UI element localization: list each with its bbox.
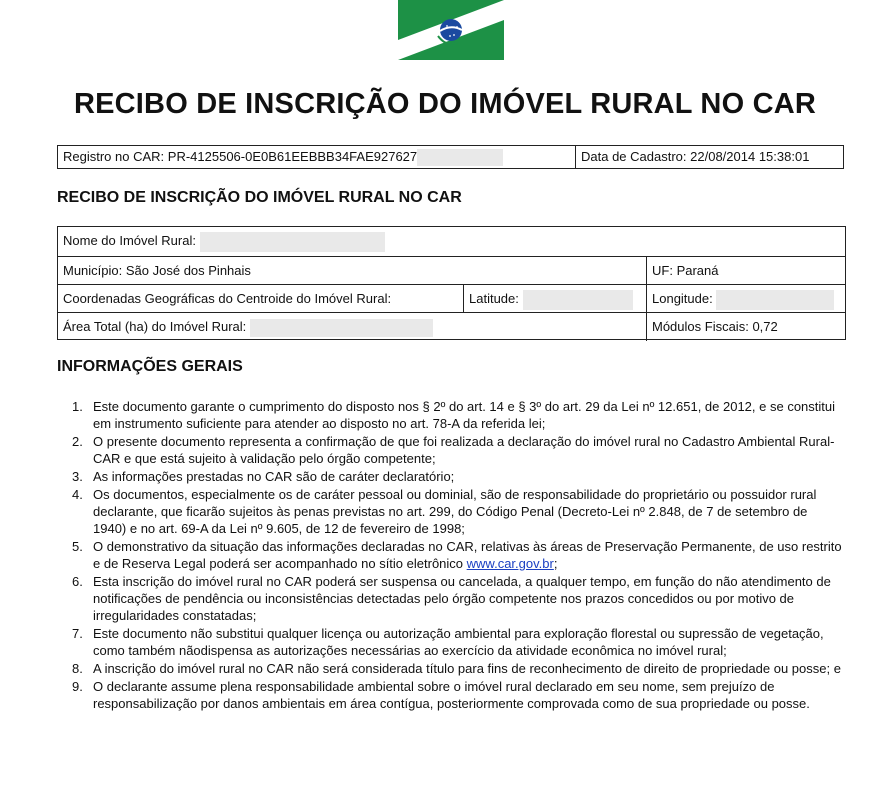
longitude-cell	[652, 285, 834, 313]
registro-cell	[63, 146, 503, 168]
longitude-label: Longitude:	[652, 291, 713, 306]
cell-divider	[646, 285, 647, 313]
item-text: Este documento não substitui qualquer licença ou autorização ambiental para exploração florestal ou supressão de vegetação, como também nãodispensa as autorizações necessárias ao exercício da atividade econômica no imóvel rural;	[93, 626, 824, 658]
item-number: 6.	[72, 574, 83, 589]
item-text: As informações prestadas no CAR são de caráter declaratório;	[93, 469, 455, 484]
list-item	[72, 660, 842, 677]
data-cadastro-label: Data de Cadastro:	[581, 149, 687, 164]
item-number: 2.	[72, 434, 83, 449]
uf-value: Paraná	[676, 263, 719, 278]
redacted-block	[523, 290, 633, 310]
list-item	[72, 625, 842, 659]
modulos-label: Módulos Fiscais:	[652, 319, 749, 334]
list-item	[72, 486, 842, 537]
item-text: O presente documento representa a confirmação de que foi realizada a declaração do imóvel rural no Cadastro Ambiental Rural-CAR e que está sujeito à validação pelo órgão competente;	[93, 434, 835, 466]
registro-value: PR-4125506-0E0B61EEBBB34FAE927627	[167, 149, 418, 164]
redacted-block	[716, 290, 834, 310]
item-number: 5.	[72, 539, 83, 554]
uf-label: UF:	[652, 263, 673, 278]
section-title-informacoes: INFORMAÇÕES GERAIS	[57, 358, 243, 375]
cell-divider	[646, 257, 647, 285]
redacted-block	[417, 149, 503, 166]
uf-cell	[652, 257, 719, 285]
registro-label: Registro no CAR:	[63, 149, 165, 164]
general-info-list	[72, 398, 842, 713]
modulos-value: 0,72	[752, 319, 778, 334]
nome-label: Nome do Imóvel Rural:	[63, 233, 196, 248]
list-item	[72, 398, 842, 432]
table-row	[58, 284, 845, 313]
table-row	[58, 312, 845, 341]
item-text: Este documento garante o cumprimento do disposto nos § 2º do art. 14 e § 3º do art. 29 da Lei nº 12.651, de 2012, e se constitui em instrumento suficiente para atender ao disposto no art. 78-A da referida lei;	[93, 399, 836, 431]
car-website-link[interactable]: www.car.gov.br	[466, 556, 554, 571]
item-number: 8.	[72, 661, 83, 676]
item-number: 4.	[72, 487, 83, 502]
item-text: Os documentos, especialmente os de caráter pessoal ou dominial, são de responsabilidade do proprietário ou possuidor rural declarante, que ficarão sujeitos às penas previstas no art. 299, do Código Penal (Decreto-Lei nº 2.848, de 7 de setembro de 1940) e no art. 69-A da Lei nº 9.605, de 12 de fevereiro de 1998;	[93, 487, 817, 536]
section-title-recibo: RECIBO DE INSCRIÇÃO DO IMÓVEL RURAL NO CAR	[57, 189, 462, 206]
registration-box	[57, 145, 844, 169]
list-item	[72, 573, 842, 624]
area-cell	[63, 313, 433, 341]
cell-divider	[463, 285, 464, 313]
data-cadastro-value: 22/08/2014 15:38:01	[690, 149, 810, 164]
latitude-cell	[469, 285, 633, 313]
item-number: 3.	[72, 469, 83, 484]
item-text: Esta inscrição do imóvel rural no CAR poderá ser suspensa ou cancelada, a qualquer tempo, em função do não atendimento de notificações de pendência ou inconsistências detectadas pelo órgão competente nos prazos concedidos ou por motivo de irregularidades constatadas;	[93, 574, 831, 623]
municipio-cell	[63, 257, 251, 285]
cell-divider	[646, 313, 647, 341]
list-item	[72, 538, 842, 572]
item-number: 9.	[72, 679, 83, 694]
list-item	[72, 433, 842, 467]
cell-divider	[575, 146, 576, 168]
municipio-value: São José dos Pinhais	[125, 263, 251, 278]
item-text-end: ;	[553, 556, 558, 571]
table-row	[58, 227, 845, 256]
modulos-cell	[652, 313, 778, 341]
item-text: A inscrição do imóvel rural no CAR não será considerada título para fins de reconhecimento de direito de propriedade ou posse; e	[93, 661, 841, 676]
coordenadas-label: Coordenadas Geográficas do Centroide do Imóvel Rural:	[63, 291, 392, 306]
redacted-block	[200, 232, 385, 252]
parana-flag-icon	[398, 0, 504, 60]
latitude-label: Latitude:	[469, 291, 519, 306]
list-item	[72, 468, 842, 485]
municipio-label: Município:	[63, 263, 123, 278]
data-cadastro-cell	[581, 146, 809, 168]
area-label: Área Total (ha) do Imóvel Rural:	[63, 319, 247, 334]
document-title: RECIBO DE INSCRIÇÃO DO IMÓVEL RURAL NO CAR	[73, 88, 817, 120]
property-info-table	[57, 226, 846, 340]
item-number: 1.	[72, 399, 83, 414]
item-number: 7.	[72, 626, 83, 641]
nome-cell	[63, 227, 385, 255]
table-row	[58, 256, 845, 285]
list-item	[72, 678, 842, 712]
item-text: O declarante assume plena responsabilidade ambiental sobre o imóvel rural declarado em seu nome, sem prejuízo de responsabilização por danos ambientais em área contígua, posteriormente comprovada como de sua propriedade ou posse.	[93, 679, 810, 711]
item-text: O demonstrativo da situação das informações declaradas no CAR, relativas às áreas de Preservação Permanente, de uso restrito e de Reserva Legal poderá ser acompanhado no sítio eletrônico	[93, 539, 842, 571]
redacted-block	[250, 319, 433, 337]
